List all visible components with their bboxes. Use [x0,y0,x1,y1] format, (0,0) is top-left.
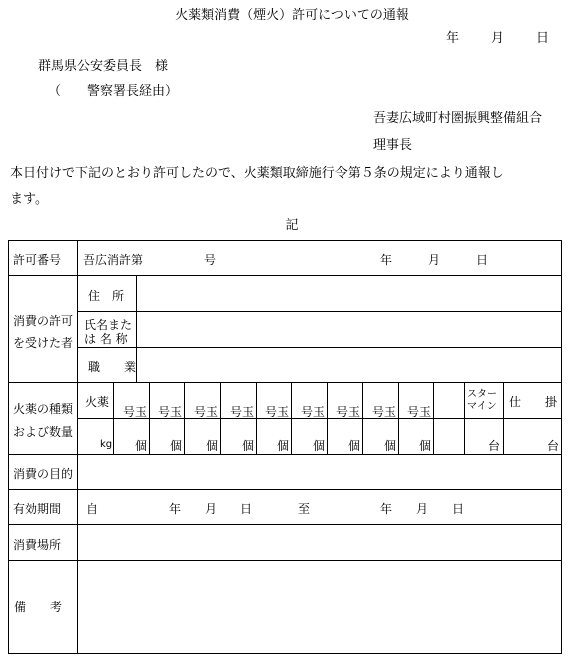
shell-size-label: 号玉 [336,405,361,419]
piece-unit: 個 [348,439,361,453]
ki-heading: 記 [285,218,299,233]
shell-size-label: 号玉 [230,405,255,419]
permit-number-label: 許可番号 [13,253,62,267]
via-police: （ 警察署長経由） [48,84,179,99]
date-month-label: 月 [491,31,505,46]
piece-unit: 個 [419,439,432,453]
sender-organization: 吾妻広域町村圏振興整備組合 [373,111,543,126]
piece-unit: 個 [277,439,290,453]
occupation-label: 職 業 [88,360,137,374]
shell-size-label: 号玉 [372,405,397,419]
to-month-label: 月 [416,502,429,516]
addressee: 群馬県公安委員長 様 [38,59,169,74]
shell-size-label: 号玉 [194,405,219,419]
shell-size-label: 号玉 [158,405,183,419]
piece-unit: 個 [242,439,255,453]
permit-number-prefix: 吾広消許第 [83,253,144,267]
remarks-label: 備 考 [14,600,63,614]
permit-day-label: 日 [476,253,489,267]
shell-size-label: 号玉 [123,405,148,419]
starmine-label-line2: マイン [467,401,497,412]
body-line-1: 本日付けで下記のとおり許可したので、火薬類取締施行令第５条の規定により通報し [10,166,504,181]
to-year-label: 年 [380,502,393,516]
permit-year-label: 年 [380,253,393,267]
piece-unit: 個 [206,439,219,453]
to-label: 至 [298,502,311,516]
gunpowder-unit: kg [100,439,113,450]
from-day-label: 日 [240,502,253,516]
type-label-line1: 火薬の種類 [13,402,74,416]
gunpowder-label: 火薬 [85,395,110,409]
sender-title: 理事長 [373,138,413,153]
date-year-label: 年 [446,31,460,46]
address-label: 住 所 [88,289,125,303]
body-line-2: ます。 [10,192,48,207]
shell-size-label: 号玉 [407,405,432,419]
piece-unit: 個 [135,439,148,453]
validity-label: 有効期間 [13,502,62,516]
type-label-line2: および数量 [13,425,74,439]
purpose-label: 消費の目的 [13,467,74,481]
name-label-line2: は 名 称 [84,332,128,346]
date-day-label: 日 [536,31,550,46]
shell-size-label: 号玉 [265,405,290,419]
shell-size-label: 号玉 [301,405,326,419]
shikake-label: 仕 掛 [509,395,558,409]
permit-number-suffix: 号 [204,253,217,267]
to-day-label: 日 [452,502,465,516]
from-year-label: 年 [169,502,182,516]
piece-unit: 個 [384,439,397,453]
grantee-label-line1: 消費の許可 [13,314,74,328]
from-label: 自 [86,502,99,516]
grantee-label-line2: を受けた者 [13,336,74,350]
from-month-label: 月 [205,502,218,516]
starmine-set-unit: 台 [488,439,501,453]
starmine-label-line1: スター [467,389,497,400]
permit-month-label: 月 [428,253,441,267]
name-label-line1: 氏名また [84,318,133,332]
piece-unit: 個 [313,439,326,453]
document-title: 火薬類消費（煙火）許可についての通報 [175,8,409,23]
place-label: 消費場所 [13,538,62,552]
piece-unit: 個 [170,439,183,453]
shikake-set-unit: 台 [547,439,560,453]
